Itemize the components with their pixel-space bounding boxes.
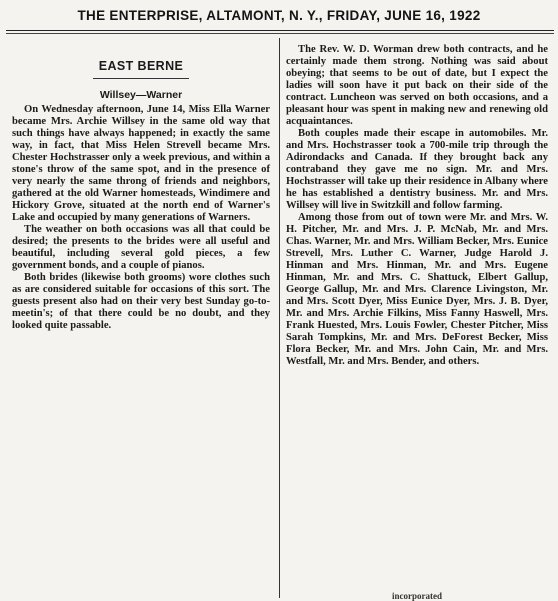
left-paragraph-2: The weather on both occasions was all that could be desired; the presents to the brides were all useful and beautiful, including several gold pieces, a few government bonds, and a couple of pianos. bbox=[12, 224, 270, 271]
right-column bbox=[286, 44, 548, 368]
footer-fragment: incorporated bbox=[392, 591, 442, 601]
masthead-rule bbox=[6, 30, 554, 31]
masthead: THE ENTERPRISE, ALTAMONT, N. Y., FRIDAY, JUNE 16, 1922 bbox=[77, 7, 481, 23]
left-paragraph-1: On Wednesday afternoon, June 14, Miss Ella Warner became Mrs. Archie Willsey in the same old way that such things have always happened; in exactly the same way, in fact, that Miss Helen Strevell became Mrs. Chester Hochstrasser only a week previous, and within a stone's throw of the same spot, and in the presence of very nearly the same throng of friends and neighbors, gathered at the old Warner homesteads, Windimere and Hickory Grove, situated at the north end of Warner's Lake and occupied by many generations of Warners. bbox=[12, 104, 270, 223]
section-title: EAST BERNE bbox=[98, 59, 184, 73]
article-title: Willsey—Warner bbox=[99, 89, 183, 101]
right-paragraph-2: Both couples made their escape in automobiles. Mr. and Mrs. Hochstrasser took a 700-mile trip through the Adirondacks and Canada. If they brought back any contraband they gave me no sign. Mr. and Mrs. Hochstrasser will take up their residence in Albany where he has established a dentistry business. Mr. and Mrs. Willsey will live in Switzkill and follow farming. bbox=[286, 128, 548, 211]
masthead-rule-thin bbox=[6, 33, 554, 34]
column-divider bbox=[279, 38, 280, 598]
right-paragraph-1: The Rev. W. D. Worman drew both contracts, and he certainly made them strong. Nothing was said about obeying; that seems to be out of date, but I expect the ladies will soon have it put back on their side of the contract. Luncheon was served on both occasions, and a pleasant hour was spent in making new and renewing old acquaintances. bbox=[286, 44, 548, 127]
section-rule bbox=[93, 78, 189, 79]
left-column bbox=[12, 40, 270, 332]
right-paragraph-3: Among those from out of town were Mr. and Mrs. W. H. Pitcher, Mr. and Mrs. J. P. McNab, Mr. and Mrs. Chas. Warner, Mr. and Mrs. William Becker, Mrs. Eunice Strevell, Mrs. Luther C. Warner, Judge Harold J. Hinman and Mrs. Hinman, Mr. and Mrs. Eugene Hinman, Mr. and Mrs. C. Shattuck, Elbert Gallup, George Gallup, Mr. and Mrs. Clarence Livingston, Mr. and Mrs. Scott Dyer, Miss Eunice Dyer, Mrs. J. B. Dyer, Mr. and Mrs. Archie Filkins, Miss Fanny Haswell, Mrs. Frank Huested, Mrs. Louis Fowler, Chester Pitcher, Miss Sarah Tompkins, Mr. and Mrs. DeForest Becker, Miss Flora Becker, Mr. and Mrs. John Cain, Mr. and Mrs. Westfall, Mr. and Mrs. Bender, and others. bbox=[286, 212, 548, 367]
left-paragraph-3: Both brides (likewise both grooms) wore clothes such as are considered suitable for occasions of this sort. The guests present also had on their very best Sunday go-to-meetin's; of that there could be no doubt, and they looked quite passable. bbox=[12, 272, 270, 331]
